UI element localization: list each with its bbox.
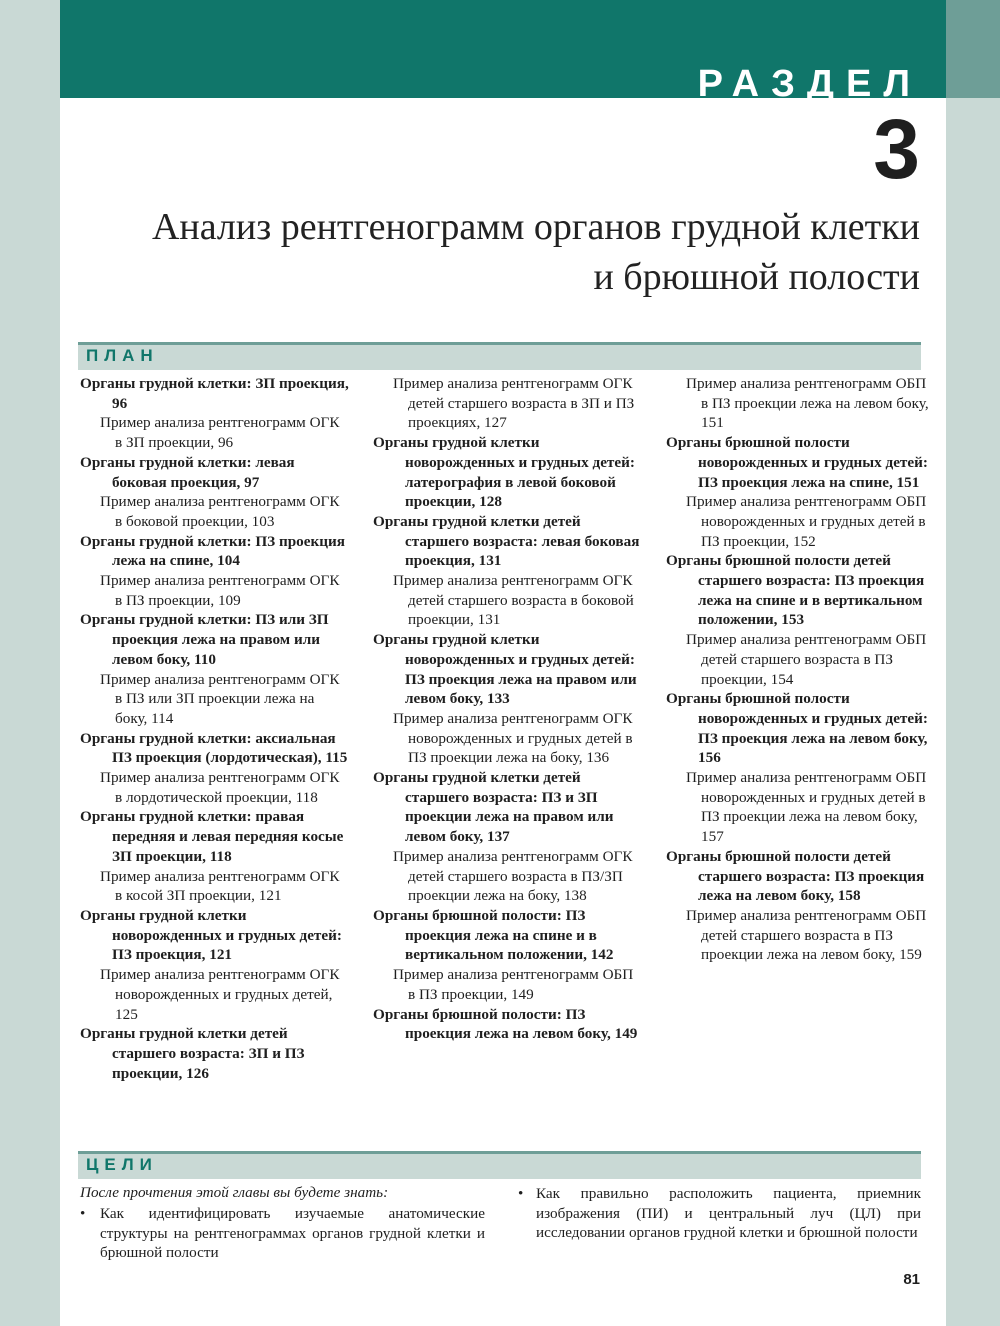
plan-example-entry: Пример анализа рентгенограмм ОГК новорожденных и грудных детей, 125 [100,966,340,1023]
plan-heading-entry: Органы грудной клетки детей старшего возраста: ПЗ и ЗП проекции лежа на правом или левом боку, 137 [373,769,614,846]
plan-heading-entry: Органы грудной клетки: ПЗ или ЗП проекция лежа на правом или левом боку, 110 [80,611,329,668]
plan-heading-entry: Органы грудной клетки: правая передняя и левая передняя косые ЗП проекции, 118 [80,808,344,865]
plan-example-entry: Пример анализа рентгенограмм ОБП в ПЗ проекции лежа на левом боку, 151 [686,375,929,432]
plan-example-entry: Пример анализа рентгенограмм ОБП новорожденных и грудных детей в ПЗ проекции лежа на левом боку, 157 [686,769,927,846]
plan-example-entry: Пример анализа рентгенограмм ОГК в ПЗ проекции, 109 [100,572,340,609]
goal-text: Как правильно расположить пациента, приемник изображения (ПИ) и центральный луч (ЦЛ) при исследовании органов грудной клетки и брюшной полости [536,1185,921,1242]
plan-example-entry: Пример анализа рентгенограмм ОГК детей старшего возраста в ПЗ/ЗП проекции лежа на боку, 138 [393,847,633,905]
chapter-title-line-1: Анализ рентгенограмм органов грудной клетки [151,206,920,248]
goals-header-bar [78,1151,921,1179]
plan-heading-entry: Органы грудной клетки: левая боковая проекция, 97 [80,453,295,491]
plan-example-entry: Пример анализа рентгенограмм ОБП новорожденных и грудных детей в ПЗ проекции, 152 [686,493,927,550]
goals-heading: ЦЕЛИ [86,1155,158,1174]
goal-item [518,1184,921,1243]
plan-heading: ПЛАН [86,346,159,365]
plan-example-entry: Пример анализа рентгенограмм ОГК в ПЗ или ЗП проекции лежа на боку, 114 [100,670,340,727]
plan-heading-entry: Органы брюшной полости: ПЗ проекция лежа на левом боку, 149 [373,1005,638,1043]
plan-heading-entry: Органы брюшной полости новорожденных и грудных детей: ПЗ проекция лежа на левом боку, 156 [666,690,928,767]
plan-heading-entry: Органы брюшной полости: ПЗ проекция лежа на спине и в вертикальном положении, 142 [373,906,614,964]
right-margin-panel [946,0,1000,1326]
plan-example-entry: Пример анализа рентгенограмм ОГК в ЗП проекции, 96 [100,414,340,452]
bullet-icon: • [518,1185,524,1202]
section-number: 3 [873,102,920,196]
goal-item [80,1204,485,1263]
header-corner [946,0,1000,98]
page-number: 81 [903,1271,920,1288]
plan-example-entry: Пример анализа рентгенограмм ОБП в ПЗ проекции, 149 [393,966,634,1003]
plan-example-entry: Пример анализа рентгенограмм ОГК детей старшего возраста в боковой проекции, 131 [393,572,634,629]
plan-header-bar [78,342,921,370]
plan-heading-entry: Органы грудной клетки: ЗП проекция, 96 [80,375,349,412]
chapter-title-line-2: и брюшной полости [593,256,920,298]
plan-example-entry: Пример анализа рентгенограмм ОБП детей старшего возраста в ПЗ проекции лежа на левом боку, 159 [686,906,927,964]
plan-heading-entry: Органы грудной клетки детей старшего возраста: ЗП и ПЗ проекции, 126 [80,1025,305,1082]
plan-example-entry: Пример анализа рентгенограмм ОГК детей старшего возраста в ЗП и ПЗ проекциях, 127 [393,375,635,432]
plan-column-1 [80,374,350,1083]
plan-example-entry: Пример анализа рентгенограмм ОГК в косой ЗП проекции, 121 [100,867,340,905]
left-margin-panel [0,0,60,1326]
plan-heading-entry: Органы грудной клетки новорожденных и грудных детей: ПЗ проекция лежа на правом или левом боку, 133 [373,631,637,708]
plan-example-entry: Пример анализа рентгенограмм ОГК в лордотической проекции, 118 [100,769,340,806]
plan-heading-entry: Органы грудной клетки новорожденных и грудных детей: ПЗ проекция, 121 [80,906,342,964]
plan-heading-entry: Органы брюшной полости детей старшего возраста: ПЗ проекция лежа на спине и в вертикальном положении, 153 [666,552,925,629]
goals-intro: После прочтения этой главы вы будете знать: [80,1184,389,1201]
goal-text: Как идентифицировать изучаемые анатомические структуры на рентгенограммах органов грудной клетки и брюшной полости [100,1205,485,1262]
plan-heading-entry: Органы грудной клетки новорожденных и грудных детей: латерография в левой боковой проекции, 128 [373,434,635,511]
plan-heading-entry: Органы брюшной полости новорожденных и грудных детей: ПЗ проекция лежа на спине, 151 [666,434,928,491]
bullet-icon: • [80,1205,86,1222]
chapter-title [100,202,920,302]
plan-heading-entry: Органы грудной клетки детей старшего возраста: левая боковая проекция, 131 [373,512,640,570]
plan-heading-entry: Органы грудной клетки: аксиальная ПЗ проекция (лордотическая), 115 [80,729,348,767]
plan-example-entry: Пример анализа рентгенограмм ОГК новорожденных и грудных детей в ПЗ проекции лежа на боку, 136 [393,709,633,767]
plan-example-entry: Пример анализа рентгенограмм ОГК в боковой проекции, 103 [100,493,340,530]
plan-column-3 [666,374,936,965]
plan-heading-entry: Органы грудной клетки: ПЗ проекция лежа на спине, 104 [80,532,345,570]
section-label: РАЗДЕЛ [697,63,922,105]
plan-heading-entry: Органы брюшной полости детей старшего возраста: ПЗ проекция лежа на левом боку, 158 [666,847,925,905]
plan-column-2 [373,374,643,1044]
plan-example-entry: Пример анализа рентгенограмм ОБП детей старшего возраста в ПЗ проекции, 154 [686,631,927,688]
